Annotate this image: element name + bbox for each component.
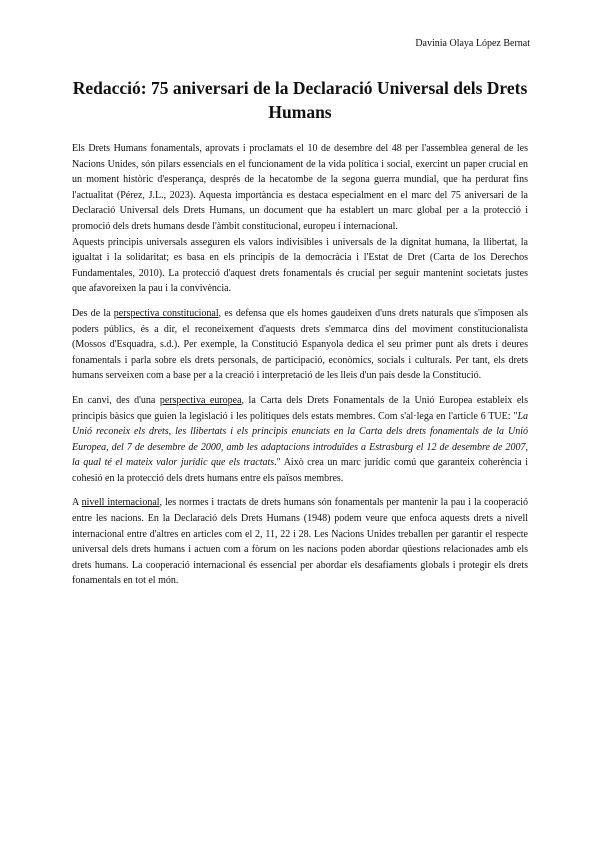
treaty-quote: La Unió reconeix els drets, les llibertats i els principis enunciats en la Carta dels drets fonamentals de la Unió Europea, del 7 de desembre de 2000, amb les adaptacions introduïdes a Estrasburg el 12 de desembre de 2007, la qual té el mateix valor jurídic que els tractats [72, 410, 528, 469]
paragraph-constitutional [72, 306, 528, 384]
paragraph-text: , les normes i tractats de drets humans són fonamentals per mantenir la pau i la cooperació entre les nacions. En la Declaració dels Drets Humans (1948) podem veure que enfoca aquests drets a nivell internacional entre d'altres en articles com el 2, 11, 22 i 28. Les Nacions Unides treballen per garantir el respecte universal dels drets humans i actuen com a fòrum on les nacions poden abordar qüestions relacionades amb els drets humans. La cooperació internacional és essencial per abordar els desafiaments globals i protegir els drets fonamentals en tot el món. [72, 497, 528, 587]
paragraph-european [72, 393, 528, 487]
european-perspective-link[interactable]: perspectiva europea [159, 394, 242, 406]
paragraph-text: , es defensa que els homes gaudeixen d'uns drets naturals que s'imposen als poders públics, és a dir, el reconeixement d'aquests drets s'emmarca dins del moviment constitucionalista (Mossos d'Esquadra, s.d.). Per exemple, la Constitució Espanyola dedica el seu primer punt als drets i deures fonamentals i parla sobre els drets personals, de participació, econòmics, socials i culturals. Per tant, els drets humans serveixen com a base per a la creació i interpretació de les lleis d'un país desde la Constitució. [72, 307, 528, 382]
document-body [72, 141, 528, 589]
constitutional-perspective-link[interactable]: perspectiva constitucional [113, 307, 219, 319]
paragraph-text: A [72, 497, 82, 509]
paragraph-text: En canvi, des d'una [72, 394, 160, 406]
paragraph-international [72, 495, 528, 589]
international-level-link[interactable]: nivell internacional [81, 497, 160, 509]
paragraph-text: Des de la [72, 307, 114, 319]
paragraph-text: ." Això crea un marc jurídic comú que garanteix coherència i cohesió en la protecció dels drets humans entre els països membres. [72, 457, 528, 484]
author-name: Davinia Olaya López Bernat [415, 38, 530, 49]
paragraph-principles: Aquests principis universals asseguren els valors indivisibles i universals de la dignitat humana, la llibertat, la igualtat i la solidaritat; es basa en els principis de la democràcia i l'Estat de Dret (Carta de los Derechos Fundamentales, 2010). La protecció d'aquest drets fonamentals és crucial per seguir mantenint societats justes que afavoreixen la pau i la convivència. [72, 236, 528, 295]
paragraph-text: , la Carta dels Drets Fonamentals de la Unió Europea estableix els principis bàsics que guien la legislació i les polítiques dels estats membres. Com s'al·lega en l'article 6 TUE: " [72, 394, 528, 422]
document-title: Redacció: 75 aniversari de la Declaració Universal dels Drets Humans [72, 78, 528, 122]
paragraph-intro: Els Drets Humans fonamentals, aprovats i proclamats el 10 de desembre del 48 per l'assemblea general de les Nacions Unides, són pilars essencials en el funcionament de la vida política i social, exercint un paper crucial en un moment històric d'esperança, després de la hecatombe de la segona guerra mundial, que ha perdurat fins l'actualitat (Pérez, J.L., 2023). Aquesta importància es destaca especialment en el marc del 75 aniversari de la Declaració Universal dels Drets Humans, un document que ha establert un marc global per a la protecció i promoció dels drets humans desde l'àmbit constitucional, europeu i internacional. [72, 143, 528, 232]
